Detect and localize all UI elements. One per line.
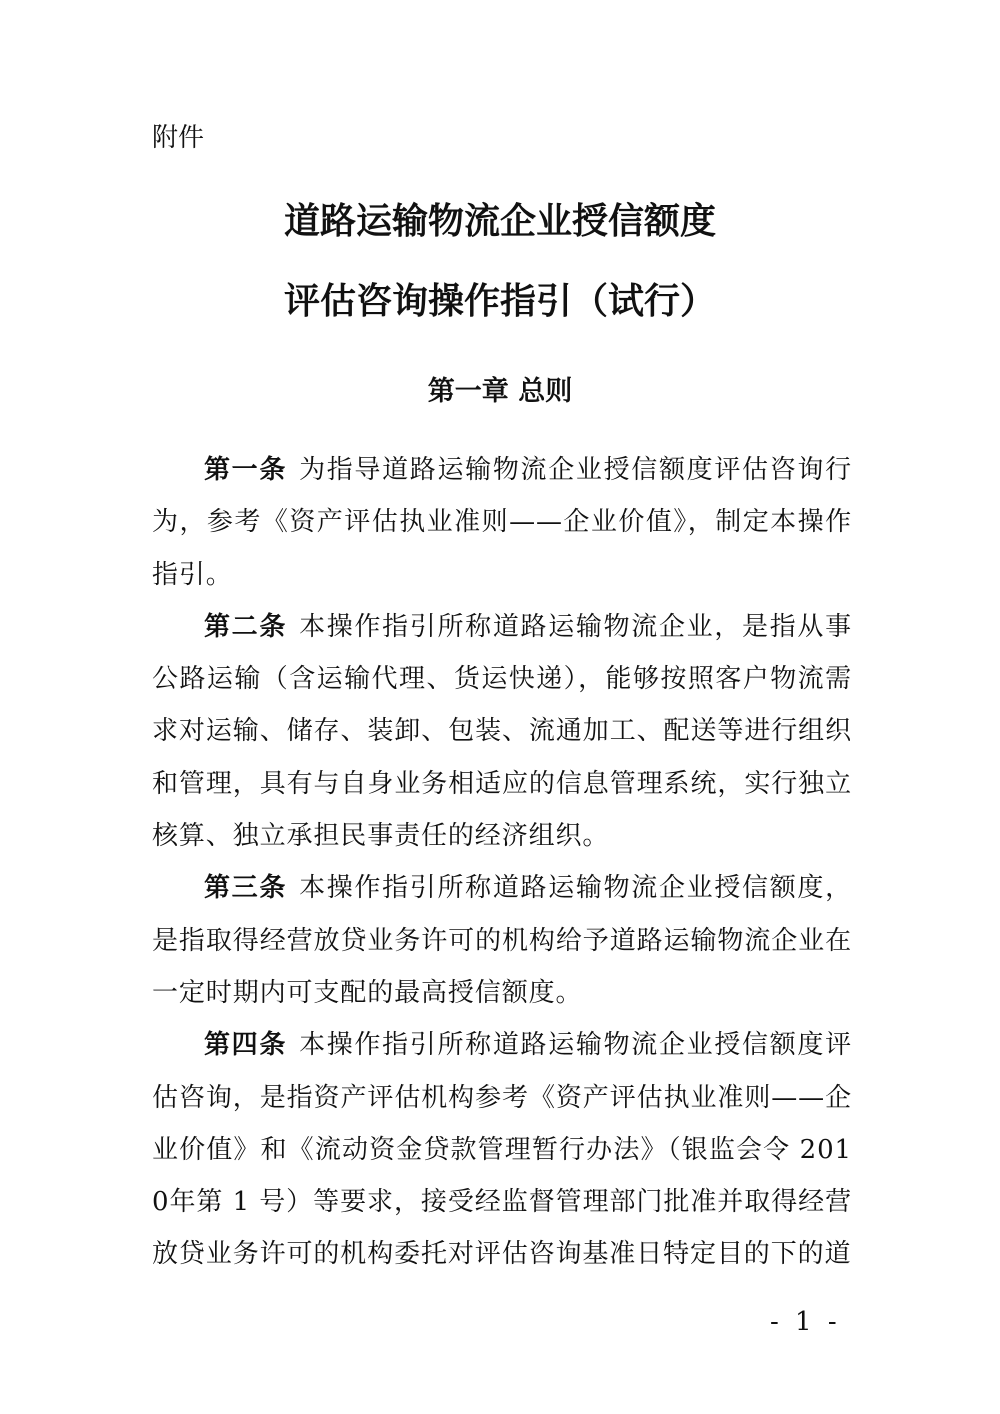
document-title-line-1: 道路运输物流企业授信额度 <box>283 201 716 242</box>
article-text: 本操作指引所称道路运输物流企业授信额度评估咨询，是指资产评估机构参考《资产评估执业准则——企业价值》和《流动资金贷款管理暂行办法》（银监会令 2010年第 1 号）等要求，接受经监督管理部门批准并取得经营放贷业务许可的机构委托对评估咨询基准日特定目的下的道 <box>152 1030 852 1270</box>
document-title-line-2: 评估咨询操作指引（试行） <box>283 281 716 322</box>
article-4 <box>152 1019 852 1280</box>
article-label: 第一条 <box>204 455 288 485</box>
attachment-label: 附件 <box>152 123 205 153</box>
article-2 <box>152 601 852 862</box>
article-1 <box>152 444 852 601</box>
chapter-heading: 第一章 总则 <box>427 376 573 407</box>
article-label: 第四条 <box>204 1030 288 1061</box>
article-text: 本操作指引所称道路运输物流企业，是指从事公路运输（含运输代理、货运快递），能够按照客户物流需求对运输、储存、装卸、包装、流通加工、配送等进行组织和管理，具有与自身业务相适应的信息管理系统，实行独立核算、独立承担民事责任的经济组织。 <box>152 611 852 852</box>
article-3 <box>152 862 852 1019</box>
article-text: 本操作指引所称道路运输物流企业授信额度，是指取得经营放贷业务许可的机构给予道路运输物流企业在一定时期内可支配的最高授信额度。 <box>152 873 852 1008</box>
page-number: - 1 - <box>770 1307 841 1337</box>
document-body <box>152 444 852 1281</box>
article-label: 第三条 <box>204 873 288 904</box>
article-label: 第二条 <box>204 611 288 642</box>
article-text: 为指导道路运输物流企业授信额度评估咨询行为，参考《资产评估执业准则——企业价值》，制定本操作指引。 <box>152 455 852 590</box>
